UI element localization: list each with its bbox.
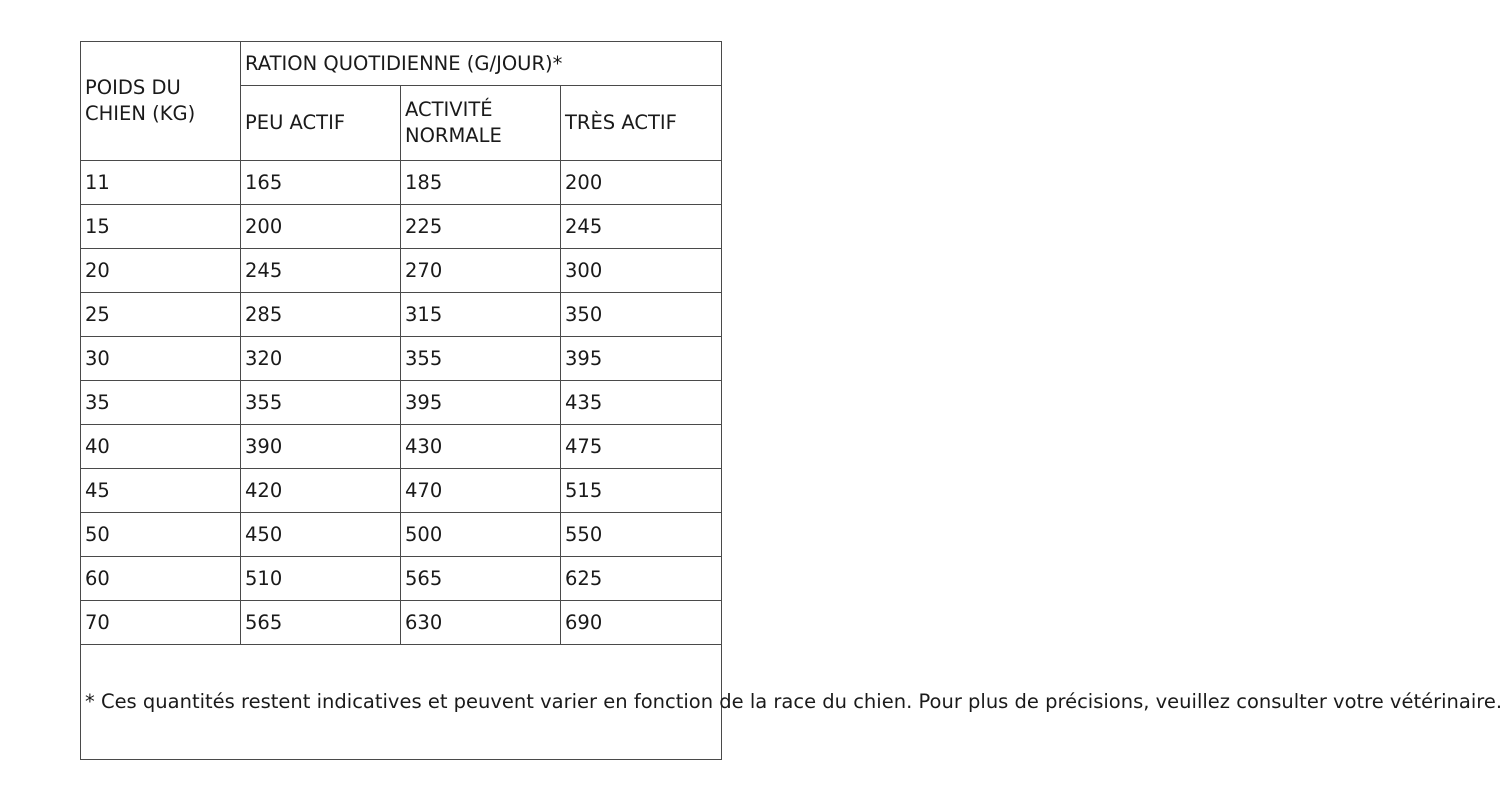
cell-high-activity: 395 [561,337,722,381]
cell-weight: 35 [81,381,241,425]
cell-normal-activity: 395 [401,381,561,425]
cell-low-activity: 450 [241,513,401,557]
header-high-activity: TRÈS ACTIF [561,86,722,161]
cell-normal-activity: 355 [401,337,561,381]
table-row [81,205,722,249]
daily-ration-table [80,41,1502,760]
cell-high-activity: 245 [561,205,722,249]
cell-low-activity: 165 [241,161,401,205]
cell-high-activity: 625 [561,557,722,601]
cell-weight: 11 [81,161,241,205]
cell-low-activity: 390 [241,425,401,469]
cell-weight: 30 [81,337,241,381]
header-daily-ration: RATION QUOTIDIENNE (G/JOUR)* [241,42,722,86]
cell-weight: 40 [81,425,241,469]
cell-high-activity: 690 [561,601,722,645]
table-body [81,42,1502,760]
cell-normal-activity: 315 [401,293,561,337]
footnote-row [81,645,722,760]
cell-weight: 70 [81,601,241,645]
table-row [81,425,722,469]
cell-weight: 25 [81,293,241,337]
table-row [81,161,722,205]
cell-high-activity: 550 [561,513,722,557]
cell-weight: 45 [81,469,241,513]
cell-normal-activity: 225 [401,205,561,249]
cell-normal-activity: 185 [401,161,561,205]
cell-low-activity: 320 [241,337,401,381]
cell-low-activity: 510 [241,557,401,601]
cell-low-activity: 200 [241,205,401,249]
table-row [81,381,722,425]
cell-normal-activity: 500 [401,513,561,557]
table-row [81,513,722,557]
table-row [81,249,722,293]
table-row [81,557,722,601]
cell-high-activity: 515 [561,469,722,513]
header-dog-weight: POIDS DU CHIEN (KG) [81,42,241,161]
cell-weight: 60 [81,557,241,601]
cell-low-activity: 420 [241,469,401,513]
cell-normal-activity: 565 [401,557,561,601]
cell-normal-activity: 270 [401,249,561,293]
header-row-top [81,42,722,86]
cell-high-activity: 300 [561,249,722,293]
cell-low-activity: 355 [241,381,401,425]
cell-low-activity: 285 [241,293,401,337]
cell-high-activity: 200 [561,161,722,205]
cell-low-activity: 245 [241,249,401,293]
cell-low-activity: 565 [241,601,401,645]
footnote-text: * Ces quantités restent indicatives et peuvent varier en fonction de la race du chien. Pour plus de précisions, veuillez consulter votre vétérinaire. [81,645,722,760]
cell-normal-activity: 470 [401,469,561,513]
cell-normal-activity: 630 [401,601,561,645]
cell-normal-activity: 430 [401,425,561,469]
cell-high-activity: 475 [561,425,722,469]
header-low-activity: PEU ACTIF [241,86,401,161]
table-row [81,293,722,337]
table-row [81,601,722,645]
cell-high-activity: 435 [561,381,722,425]
table-row [81,469,722,513]
table-row [81,337,722,381]
cell-high-activity: 350 [561,293,722,337]
cell-weight: 50 [81,513,241,557]
cell-weight: 20 [81,249,241,293]
header-normal-activity: ACTIVITÉ NORMALE [401,86,561,161]
cell-weight: 15 [81,205,241,249]
